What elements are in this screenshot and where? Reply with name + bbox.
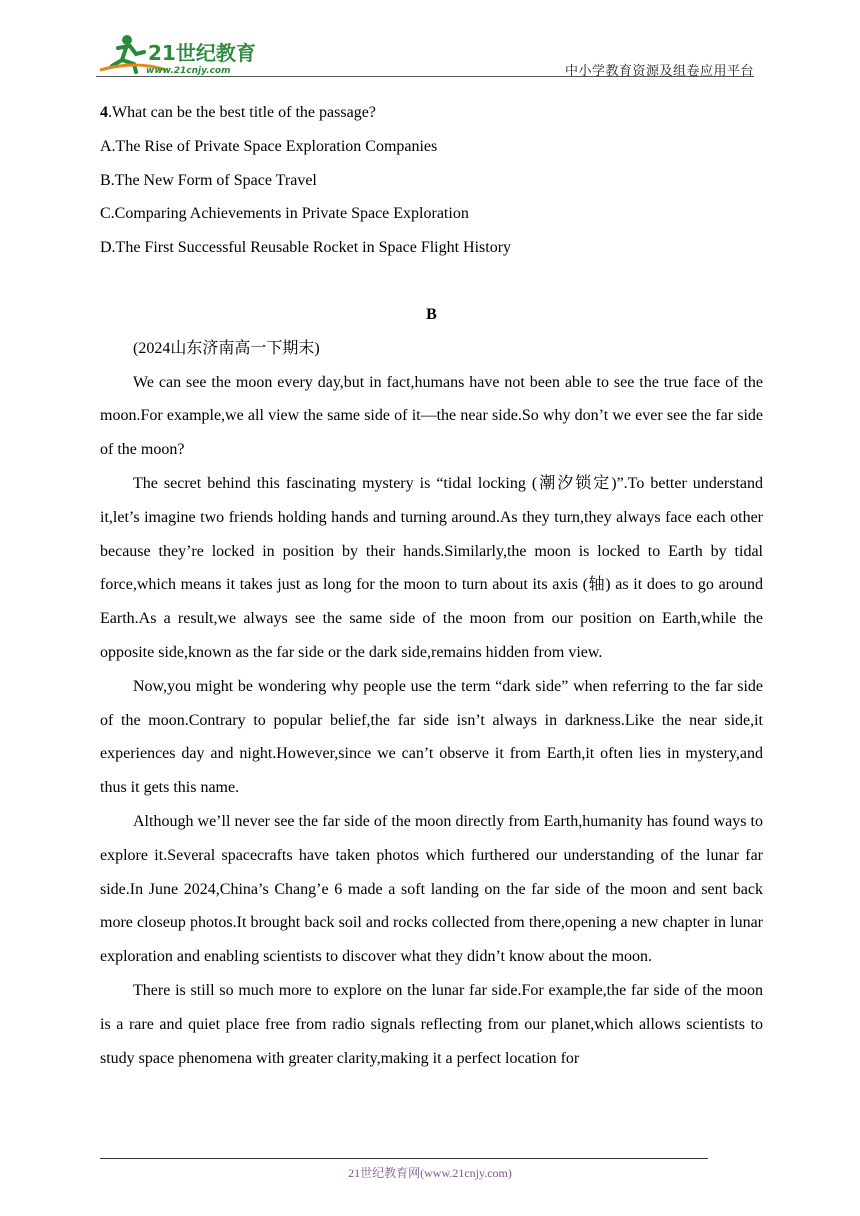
paragraph: There is still so much more to explore on the lunar far side.For example,the far side of the moon is a rare and quiet place free from radio signals reflecting from our planet,which allows scientists to study space phenomena with greater clarity,making it a perfect location for <box>100 981 763 1067</box>
paragraph: Now,you might be wondering why people use the term “dark side” when referring to the far side of the moon.Contrary to popular belief,the far side isn’t always in darkness.Like the near side,it experiences day and night.However,since we can’t observe it from Earth,it often lies in mystery,and thus it gets this name. <box>100 677 763 797</box>
header-divider <box>96 76 754 77</box>
paragraph: The secret behind this fascinating mystery is “tidal locking (潮汐锁定)”.To better understand it,let’s imagine two friends holding hands and turning around.As they turn,they always face each other because they’re locked in position by their hands.Similarly,the moon is locked to Earth by tidal force,which means it takes just as long for the moon to turn about its axis (轴) as it does to go around Earth.As a result,we always see the same side of the moon from our position on Earth,while the opposite side,known as the far side or the dark side,remains hidden from view. <box>100 474 764 661</box>
option-d: D.The First Successful Reusable Rocket in Space Flight History <box>100 239 512 257</box>
question-text: .What can be the best title of the passage? <box>108 104 376 121</box>
paragraph: We can see the moon every day,but in fact,humans have not been able to see the true face of the moon.For example,we all view the same side of it—the near side.So why don’t we ever see the far side of the moon? <box>100 373 763 459</box>
footer-divider <box>100 1158 708 1159</box>
option-b: B.The New Form of Space Travel <box>100 171 317 189</box>
document-body <box>100 96 763 1075</box>
option-c: C.Comparing Achievements in Private Space Exploration <box>100 205 469 223</box>
question-number: 4 <box>100 104 108 121</box>
platform-label: 中小学教育资源及组卷应用平台 <box>564 63 754 78</box>
question-stem <box>100 96 763 130</box>
option-a: A.The Rise of Private Space Exploration Companies <box>100 137 438 155</box>
section-heading: B <box>426 305 437 323</box>
logo-21cnjy <box>96 30 266 76</box>
logo-text: 21世纪教育 <box>148 41 256 65</box>
source-note: (2024山东济南高一下期末) <box>133 339 320 357</box>
page-footer: 21世纪教育网(www.21cnjy.com) <box>348 1166 512 1180</box>
page-header <box>96 30 754 78</box>
logo-url: www.21cnjy.com <box>146 66 231 76</box>
paragraph: Although we’ll never see the far side of the moon directly from Earth,humanity has found ways to explore it.Several spacecrafts have taken photos which furthered our understanding of the lunar far side.In June 2024,China’s Chang’e 6 made a soft landing on the far side of the moon and sent back more closeup photos.It brought back soil and rocks collected from there,opening a new chapter in lunar exploration and enabling scientists to discover what they didn’t know about the moon. <box>100 812 763 966</box>
